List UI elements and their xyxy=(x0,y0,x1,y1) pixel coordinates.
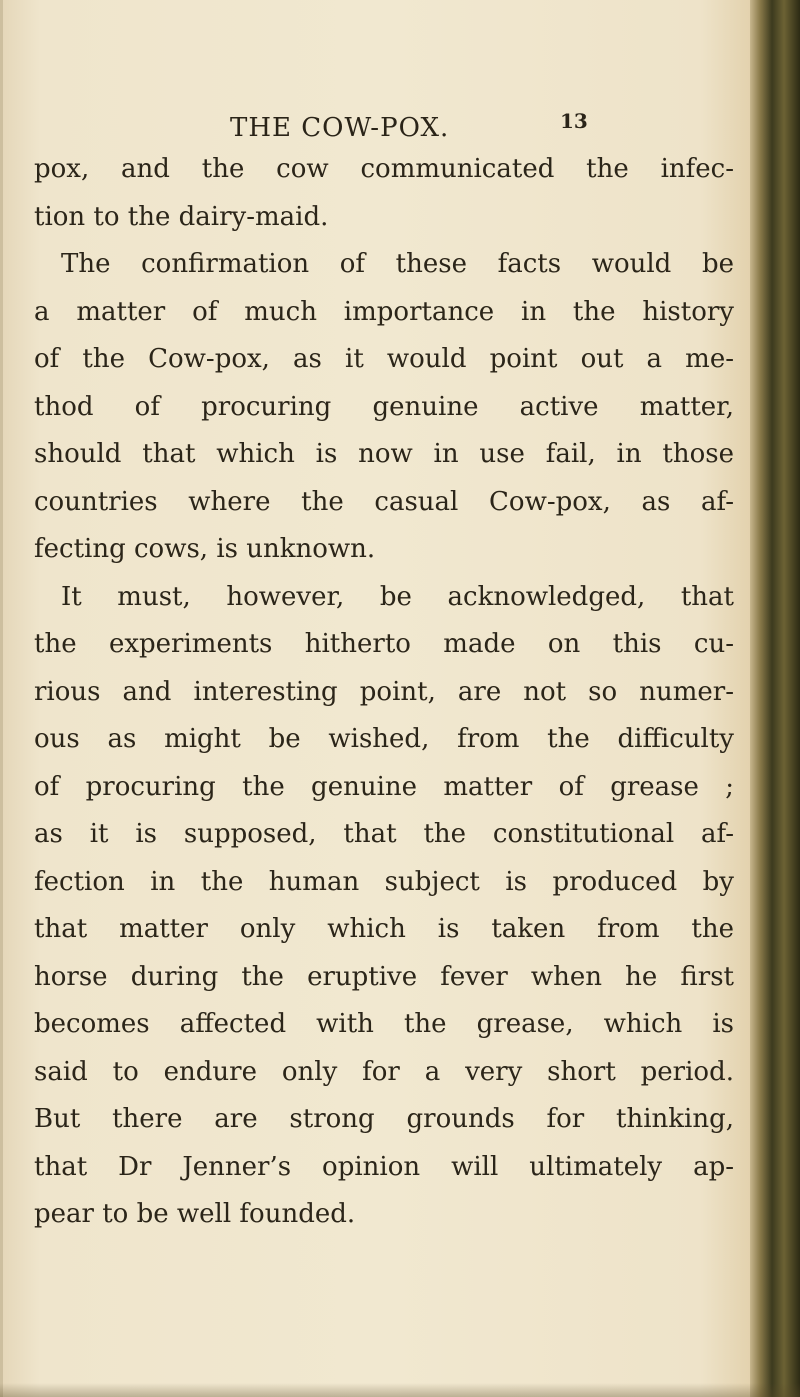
text-line: should that which is now in use fail, in those xyxy=(34,439,734,469)
text-line: But there are strong grounds for thinking, xyxy=(34,1104,734,1134)
page-number: 13 xyxy=(560,109,588,133)
text-line: horse during the eruptive fever when he first xyxy=(34,961,734,992)
text-line: tion to the dairy-maid. xyxy=(34,201,329,232)
text-line: fection in the human subject is produced by xyxy=(34,866,734,897)
body-text xyxy=(34,146,734,1239)
page-bottom-shadow xyxy=(0,1383,800,1397)
text-line: that matter only which is taken from the xyxy=(34,914,734,944)
running-title: THE COW-POX. xyxy=(230,113,450,143)
text-line: rious and interesting point, are not so numer- xyxy=(34,676,734,707)
text-line: that Dr Jenner’s opinion will ultimately ap- xyxy=(34,1151,734,1182)
page-left-edge xyxy=(0,0,3,1397)
text-line: pox, and the cow communicated the infec- xyxy=(34,154,734,184)
text-line: the experiments hitherto made on this cu- xyxy=(34,629,734,659)
text-line: ous as might be wished, from the difficulty xyxy=(34,724,734,754)
text-line: fecting cows, is unknown. xyxy=(34,534,376,564)
text-line: pear to be well founded. xyxy=(34,1199,356,1229)
text-line: thod of procuring genuine active matter, xyxy=(34,391,734,422)
text-line: as it is supposed, that the constitutional af- xyxy=(34,819,734,849)
text-line: The confirmation of these facts would be xyxy=(61,249,734,279)
text-line: of procuring the genuine matter of grease ; xyxy=(34,771,734,802)
text-line: of the Cow-pox, as it would point out a me- xyxy=(34,344,734,374)
text-line: becomes affected with the grease, which is xyxy=(34,1009,734,1039)
page-header xyxy=(230,109,630,145)
text-line: It must, however, be acknowledged, that xyxy=(61,581,734,612)
text-line: a matter of much importance in the history xyxy=(34,296,734,327)
text-line: said to endure only for a very short period. xyxy=(34,1056,734,1087)
book-binding-edge xyxy=(750,0,800,1397)
text-line: countries where the casual Cow-pox, as af- xyxy=(34,486,734,517)
